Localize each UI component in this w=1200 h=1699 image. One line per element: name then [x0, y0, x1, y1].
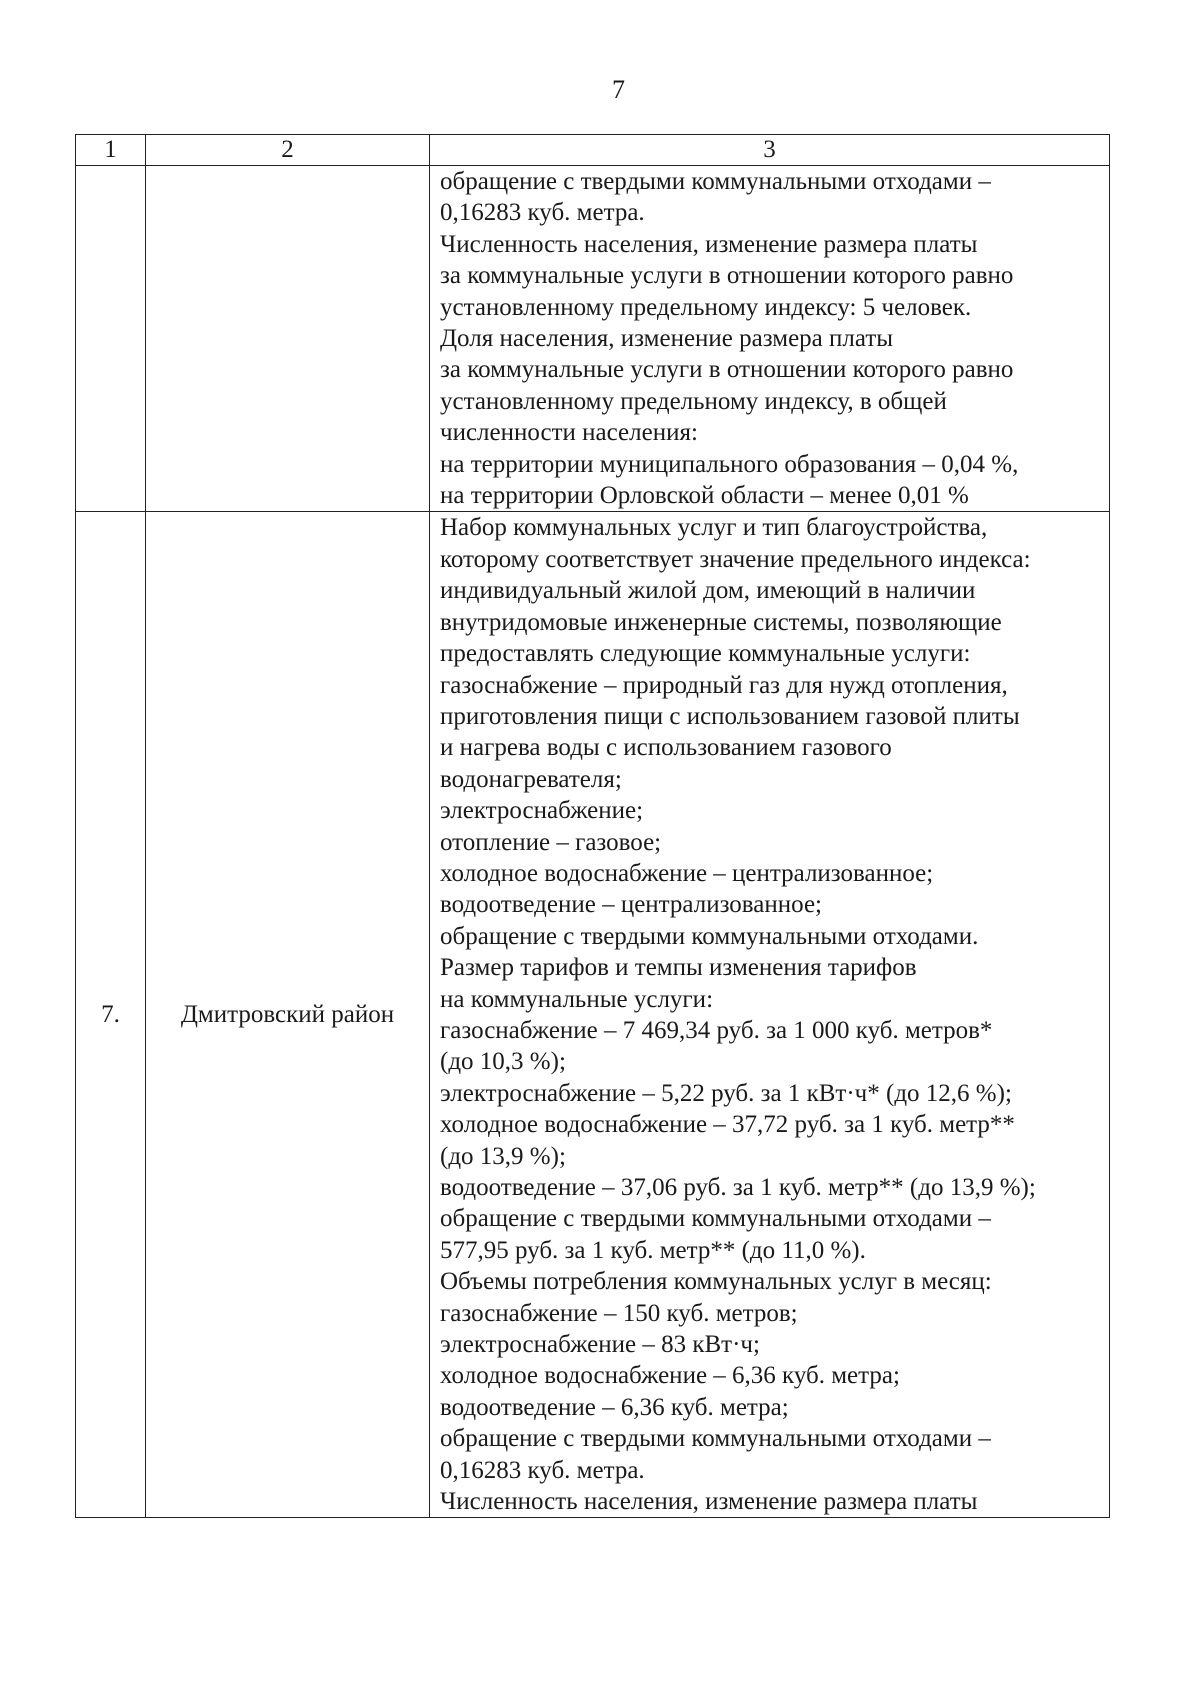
description-line: 577,95 руб. за 1 куб. метр** (до 11,0 %). [440, 1236, 866, 1264]
description-cell [430, 512, 1110, 1518]
description-line: Набор коммунальных услуг и тип благоустройства, [440, 514, 988, 542]
row-number-cell [76, 166, 146, 512]
description-line: Размер тарифов и темпы изменения тарифов [440, 954, 917, 982]
description-line: и нагрева воды с использованием газового [440, 734, 892, 762]
description-line: Объемы потребления коммунальных услуг в месяц: [440, 1268, 992, 1296]
municipality-name-cell: Дмитровский район [146, 512, 430, 1518]
description-line: водонагревателя; [440, 765, 622, 793]
description-line: обращение с твердыми коммунальными отходами. [440, 922, 979, 950]
description-line: водоотведение – 6,36 куб. метра; [440, 1393, 789, 1421]
column-header-3: 3 [430, 135, 1110, 166]
description-line: за коммунальные услуги в отношении которого равно [440, 356, 1014, 384]
description-line: численности населения: [440, 419, 698, 447]
description-line: 0,16283 куб. метра. [440, 199, 645, 227]
description-line: Доля населения, изменение размера платы [440, 325, 894, 353]
tariff-table [75, 134, 1110, 1518]
table-header-row [76, 135, 1110, 166]
description-line: электроснабжение – 83 кВт·ч; [440, 1331, 760, 1359]
description-line: (до 13,9 %); [440, 1142, 566, 1170]
description-line: обращение с твердыми коммунальными отходами – [440, 1425, 991, 1453]
description-line: на территории Орловской области – менее 0,01 % [440, 482, 969, 510]
column-header-2: 2 [146, 135, 430, 166]
description-line: отопление – газовое; [440, 828, 662, 856]
description-line: установленному предельному индексу, в общей [440, 387, 947, 415]
description-line: на коммунальные услуги: [440, 985, 714, 1013]
description-line: установленному предельному индексу: 5 человек. [440, 293, 972, 321]
description-line: 0,16283 куб. метра. [440, 1456, 645, 1484]
page-number: 7 [612, 75, 625, 104]
table-row [76, 512, 1110, 1518]
description-line: газоснабжение – природный газ для нужд отопления, [440, 671, 1008, 699]
table-row [76, 166, 1110, 512]
description-line: электроснабжение; [440, 797, 644, 825]
description-line: которому соответствует значение предельного индекса: [440, 545, 1031, 573]
column-header-1: 1 [76, 135, 146, 166]
description-line: приготовления пищи с использованием газовой плиты [440, 702, 1020, 730]
description-line: водоотведение – централизованное; [440, 891, 822, 919]
description-line: холодное водоснабжение – централизованное; [440, 859, 934, 887]
description-line: газоснабжение – 7 469,34 руб. за 1 000 куб. метров* [440, 1016, 993, 1044]
description-line: индивидуальный жилой дом, имеющий в наличии [440, 577, 976, 605]
description-line: обращение с твердыми коммунальными отходами – [440, 1205, 991, 1233]
description-line: Численность населения, изменение размера платы [440, 230, 978, 258]
description-line: Численность населения, изменение размера платы [440, 1488, 978, 1516]
description-line: за коммунальные услуги в отношении которого равно [440, 262, 1014, 290]
description-line: предоставлять следующие коммунальные услуги: [440, 640, 971, 668]
municipality-name-cell [146, 166, 430, 512]
description-line: на территории муниципального образования – 0,04 %, [440, 450, 1019, 478]
description-line: (до 10,3 %); [440, 1048, 566, 1076]
description-line: холодное водоснабжение – 6,36 куб. метра; [440, 1362, 900, 1390]
description-line: электроснабжение – 5,22 руб. за 1 кВт·ч* (до 12,6 %); [440, 1079, 1012, 1107]
description-line: водоотведение – 37,06 руб. за 1 куб. метр** (до 13,9 %); [440, 1174, 1036, 1201]
description-line: внутридомовые инженерные системы, позволяющие [440, 608, 1002, 636]
description-line: обращение с твердыми коммунальными отходами – [440, 168, 991, 195]
row-number-cell: 7. [76, 512, 146, 1518]
description-line: холодное водоснабжение – 37,72 руб. за 1 куб. метр** [440, 1111, 1015, 1139]
description-line: газоснабжение – 150 куб. метров; [440, 1299, 798, 1327]
description-cell [430, 166, 1110, 512]
